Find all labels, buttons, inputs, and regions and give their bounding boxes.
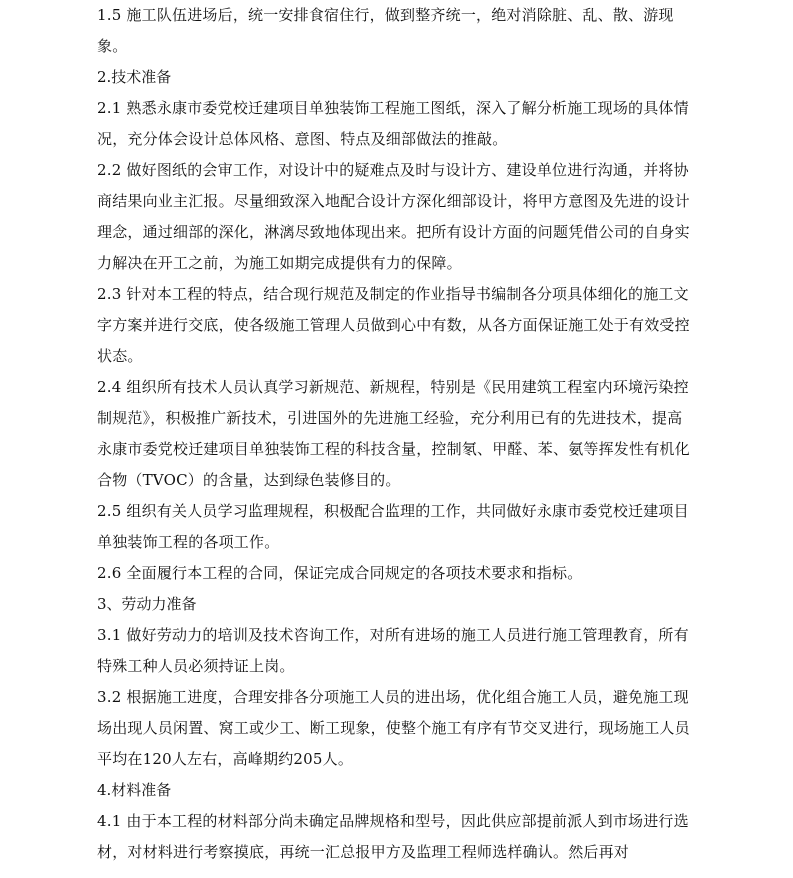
paragraph-2-3: 2.3 针对本工程的特点，结合现行规范及制定的作业指导书编制各分项具体细化的施工文字方案并进行交底，使各级施工管理人员做到心中有数，从各方面保证施工处于有效受控状态。: [97, 285, 690, 365]
paragraph-2-4: 2.4 组织所有技术人员认真学习新规范、新规程，特别是《民用建筑工程室内环境污染控制规范》，积极推广新技术，引进国外的先进施工经验，充分利用已有的先进技术，提高永康市委党校迁建项目单独装饰工程的科技含量，控制氡、甲醛、苯、氨等挥发性有机化合物（TVOC）的含量，达到绿色装修目的。: [97, 378, 690, 489]
paragraph-3-2: 3.2 根据施工进度，合理安排各分项施工人员的进出场，优化组合施工人员，避免施工现场出现人员闲置、窝工或少工、断工现象，使整个施工有序有节交叉进行，现场施工人员平均在120人左右，高峰期约205人。: [97, 688, 690, 768]
paragraph-2-1: 2.1 熟悉永康市委党校迁建项目单独装饰工程施工图纸，深入了解分析施工现场的具体情况，充分体会设计总体风格、意图、特点及细部做法的推敲。: [97, 99, 689, 148]
paragraph-2-2: 2.2 做好图纸的会审工作，对设计中的疑难点及时与设计方、建设单位进行沟通，并将协商结果向业主汇报。尽量细致深入地配合设计方深化细部设计，将甲方意图及先进的设计理念，通过细部的深化，淋漓尽致地体现出来。把所有设计方面的问题凭借公司的自身实力解决在开工之前，为施工如期完成提供有力的保障。: [97, 161, 690, 272]
heading-material-preparation: 4.材料准备: [97, 781, 172, 799]
heading-labor-preparation: 3、劳动力准备: [97, 595, 197, 613]
paragraph-2-6: 2.6 全面履行本工程的合同，保证完成合同规定的各项技术要求和指标。: [97, 564, 583, 582]
paragraph-1-5: 1.5 施工队伍进场后，统一安排食宿住行，做到整齐统一，绝对消除脏、乱、散、游现象。: [97, 6, 674, 55]
heading-technical-preparation: 2.技术准备: [97, 68, 172, 86]
paragraph-2-5: 2.5 组织有关人员学习监理规程，积极配合监理的工作，共同做好永康市委党校迁建项目单独装饰工程的各项工作。: [97, 502, 689, 551]
paragraph-3-1: 3.1 做好劳动力的培训及技术咨询工作，对所有进场的施工人员进行施工管理教育，所有特殊工种人员必须持证上岗。: [97, 626, 689, 675]
paragraph-4-1: 4.1 由于本工程的材料部分尚未确定品牌规格和型号，因此供应部提前派人到市场进行选材，对材料进行考察摸底，再统一汇总报甲方及监理工程师选样确认。然后再对: [97, 812, 689, 861]
